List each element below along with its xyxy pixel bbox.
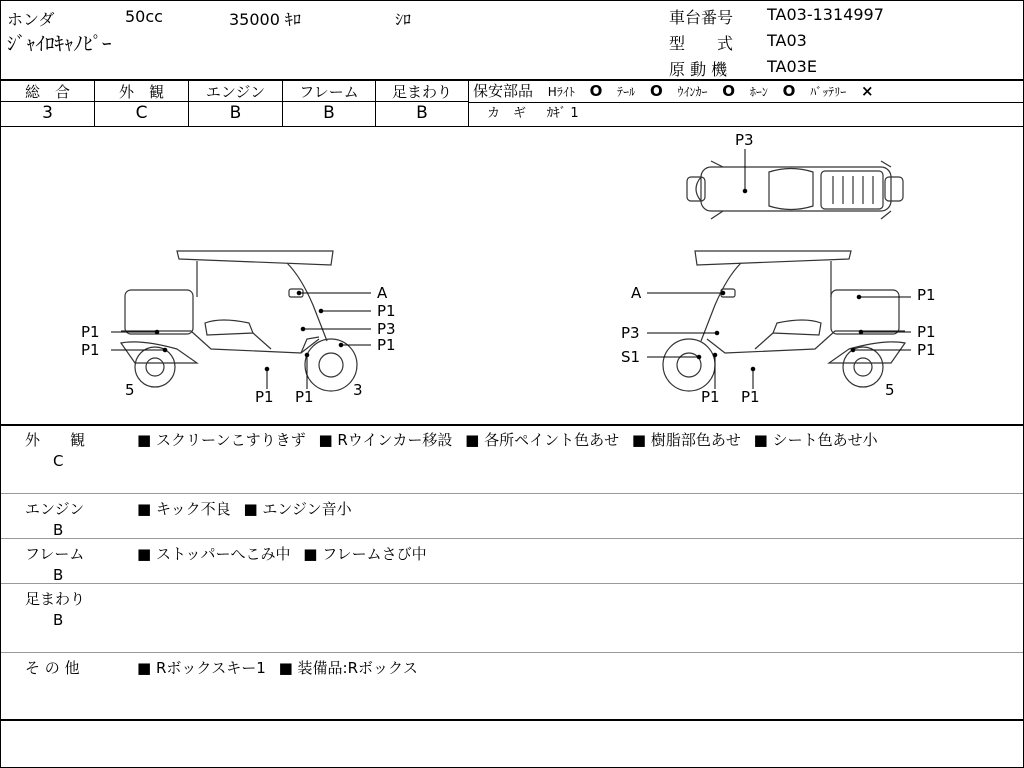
grade-value: B [416, 103, 428, 123]
grade-exterior [95, 80, 189, 126]
grade-label: エンジン [189, 81, 282, 102]
label-left-p1-front: P1 [295, 388, 314, 406]
note-grade: C [53, 452, 64, 470]
label-left-p1-step: P1 [255, 388, 274, 406]
note-items [137, 498, 360, 519]
note-item: ■ Rウインカー移設 [318, 431, 452, 449]
displacement: 50cc [125, 7, 163, 26]
safety-parts [469, 80, 1023, 126]
grade-value: 3 [42, 103, 53, 123]
safety-horn: ﾎｰﾝ O [749, 82, 796, 100]
label-right-s1: S1 [621, 348, 641, 366]
label-right-p1-body: P1 [917, 323, 936, 341]
note-item: ■ エンジン音小 [243, 500, 351, 518]
top-view-scooter [687, 161, 903, 219]
label-right-p1-step: P1 [741, 388, 760, 406]
note-items [137, 429, 886, 450]
label-left-p1: P1 [377, 302, 396, 320]
label-right-p1-box: P1 [917, 286, 936, 304]
label-left-front-wheel: 3 [353, 381, 363, 399]
note-item: ■ 樹脂部色あせ [632, 431, 741, 449]
grade-engine [189, 80, 283, 126]
label-right-p3: P3 [621, 324, 640, 342]
note-row-exterior [1, 425, 1023, 494]
grade-label: 外 観 [95, 81, 188, 102]
label-right-rear-wheel: 5 [885, 381, 895, 399]
grade-frame [283, 80, 376, 126]
key-label: カ ギ [487, 106, 527, 121]
engine-code: TA03E [767, 57, 817, 76]
model-code-label: 型 式 [669, 34, 734, 53]
grade-value: B [229, 103, 242, 123]
label-left-p1-b: P1 [377, 336, 396, 354]
note-items [137, 657, 426, 678]
frame-number: TA03-1314997 [767, 5, 884, 24]
engine-code-label: 原 動 機 [669, 60, 728, 79]
left-view-scooter [121, 251, 357, 391]
label-right-p1-front: P1 [701, 388, 720, 406]
safety-headlight: Hﾗｲﾄ O [547, 82, 603, 100]
scooter-diagram-svg [1, 127, 1023, 424]
note-row-engine [1, 494, 1023, 539]
right-view-scooter [663, 251, 905, 391]
note-item: ■ キック不良 [137, 500, 231, 518]
header [1, 1, 1023, 81]
note-category: エンジン [25, 500, 85, 518]
damage-diagram [1, 127, 1023, 426]
grade-overall [1, 80, 95, 126]
note-item: ■ シート色あせ小 [754, 431, 878, 449]
note-item: ■ スクリーンこすりきず [137, 431, 306, 449]
grade-label: 足まわり [376, 81, 468, 102]
note-item: ■ Rボックスキー1 [137, 659, 266, 677]
grade-value: C [135, 103, 148, 123]
safety-row [469, 80, 1023, 103]
note-category: フレーム [25, 545, 85, 563]
grade-value: B [323, 103, 335, 123]
key-value: ｶｷﾞ 1 [546, 106, 579, 121]
note-row-other [1, 653, 1023, 721]
note-item: ■ 装備品:Rボックス [279, 659, 418, 677]
note-items [137, 543, 435, 564]
note-grade: B [53, 566, 64, 584]
key-row [469, 103, 1023, 125]
label-left-p1-fender: P1 [81, 341, 100, 359]
note-category: 足まわり [25, 590, 86, 608]
label-left-p1-box: P1 [81, 323, 100, 341]
model-code: TA03 [767, 31, 807, 50]
safety-title: 保安部品 [473, 82, 534, 100]
model-name: ｼﾞｬｲﾛｷｬﾉﾋﾟｰ [7, 33, 112, 55]
note-item: ■ 各所ペイント色あせ [465, 431, 619, 449]
grade-label: フレーム [283, 81, 375, 102]
note-item: ■ フレームさび中 [303, 545, 426, 563]
note-grade: B [53, 521, 64, 539]
note-category: 外 観 [25, 431, 86, 449]
note-category: そ の 他 [25, 659, 80, 677]
grade-label: 総 合 [1, 81, 94, 102]
label-top-p3: P3 [735, 131, 754, 149]
mileage: 35000 ｷﾛ [229, 10, 301, 29]
label-right-p1-fender: P1 [917, 341, 936, 359]
label-left-rear-wheel: 5 [125, 381, 135, 399]
grade-suspension [376, 80, 469, 126]
grade-row [1, 80, 1023, 127]
safety-battery: ﾊﾞｯﾃﾘｰ × [810, 82, 874, 100]
label-right-a: A [631, 284, 642, 302]
maker: ホンダ [7, 10, 55, 29]
frame-number-label: 車台番号 [669, 8, 734, 27]
note-row-frame [1, 539, 1023, 584]
note-row-suspension [1, 584, 1023, 653]
label-left-p3: P3 [377, 320, 396, 338]
label-left-a: A [377, 284, 388, 302]
safety-winker: ｳｲﾝｶｰ O [677, 82, 736, 100]
color: ｼﾛ [395, 10, 412, 29]
note-grade: B [53, 611, 64, 629]
safety-tail: ﾃｰﾙ O [617, 82, 663, 100]
note-item: ■ ストッパーへこみ中 [137, 545, 291, 563]
